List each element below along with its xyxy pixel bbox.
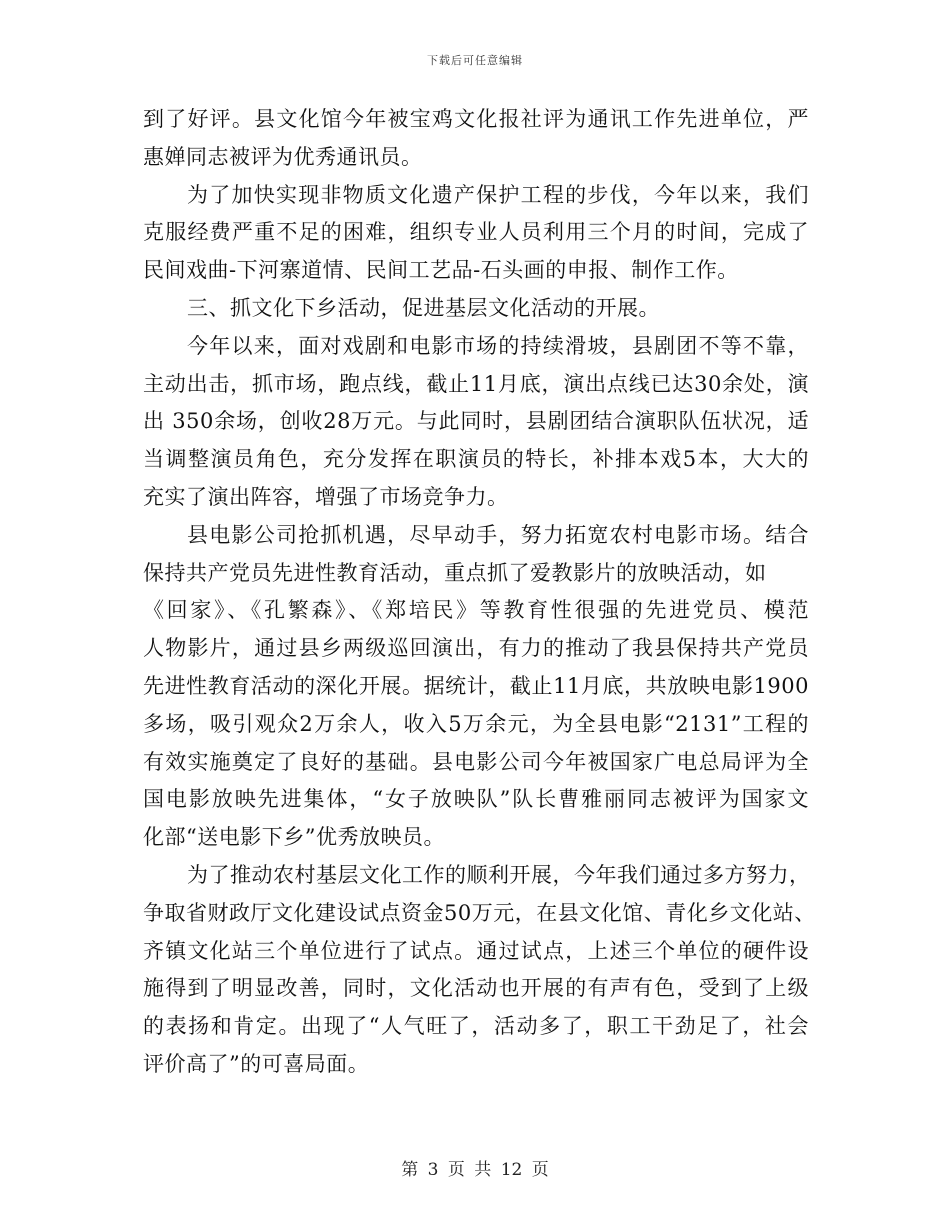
text-line: 国电影放映先进集体，“女子放映队”队长曹雅丽同志被评为国家文 — [143, 787, 809, 812]
text-line: 克服经费严重不足的困难，组织专业人员利用三个月的时间，完成了 — [143, 220, 809, 245]
page-header: 下载后可任意编辑 — [427, 54, 523, 67]
text-line: 主动出击，抓市场，跑点线，截止11月底，演出点线已达30余处，演 — [143, 371, 809, 396]
text-line: 为了加快实现非物质文化遗产保护工程的步伐，今年以来，我们 — [187, 182, 809, 207]
text-line: 的表扬和肯定。出现了“人气旺了，活动多了，职工干劲足了，社会 — [143, 1014, 809, 1039]
text-line: 为了推动农村基层文化工作的顺利开展，今年我们通过多方努力， — [187, 862, 811, 887]
text-line: 出 350余场，创收28万元。与此同时，县剧团结合演职队伍状况，适 — [143, 409, 809, 434]
text-line: 县电影公司抢抓机遇，尽早动手，努力拓宽农村电影市场。结合 — [187, 522, 809, 547]
text-line: 到了好评。县文化馆今年被宝鸡文化报社评为通讯工作先进单位，严 — [143, 107, 809, 131]
text-line: 施得到了明显改善，同时，文化活动也开展的有声有色，受到了上级 — [143, 976, 809, 1001]
text-line: 化部“送电影下乡”优秀放映员。 — [143, 825, 445, 850]
page-number-footer: 第 3 页 共 12 页 — [401, 1160, 549, 1180]
text-line: 争取省财政厅文化建设试点资金50万元，在县文化馆、青化乡文化站、 — [143, 900, 816, 925]
text-line: 评价高了”的可喜局面。 — [143, 1051, 370, 1076]
text-line: 人物影片，通过县乡两级巡回演出，有力的推动了我县保持共产党员 — [143, 636, 809, 661]
text-line: 齐镇文化站三个单位进行了试点。通过试点，上述三个单位的硬件设 — [143, 938, 809, 963]
text-line: 惠婵同志被评为优秀通讯员。 — [143, 144, 423, 169]
text-line: 先进性教育活动的深化开展。据统计，截止11月底，共放映电影1900 — [143, 673, 809, 698]
text-line: 三、抓文化下乡活动，促进基层文化活动的开展。 — [187, 295, 660, 320]
text-line: 《回家》、《孔繁森》、《郑培民》等教育性很强的先进党员、模范 — [143, 598, 809, 623]
document-body — [143, 101, 816, 1084]
text-line: 多场，吸引观众2万余人，收入5万余元，为全县电影“2131”工程的 — [143, 711, 809, 736]
text-line: 当调整演员角色，充分发挥在职演员的特长，补排本戏5本，大大的 — [143, 447, 809, 472]
text-line: 有效实施奠定了良好的基础。县电影公司今年被国家广电总局评为全 — [143, 749, 809, 774]
text-line: 充实了演出阵容，增强了市场竞争力。 — [143, 484, 509, 509]
text-line: 保持共产党员先进性教育活动，重点抓了爱教影片的放映活动，如 — [143, 560, 767, 585]
text-line: 民间戏曲-下河寨道情、民间工艺品-石头画的申报、制作工作。 — [143, 258, 739, 283]
text-line: 今年以来，面对戏剧和电影市场的持续滑坡，县剧团不等不靠， — [187, 333, 809, 358]
